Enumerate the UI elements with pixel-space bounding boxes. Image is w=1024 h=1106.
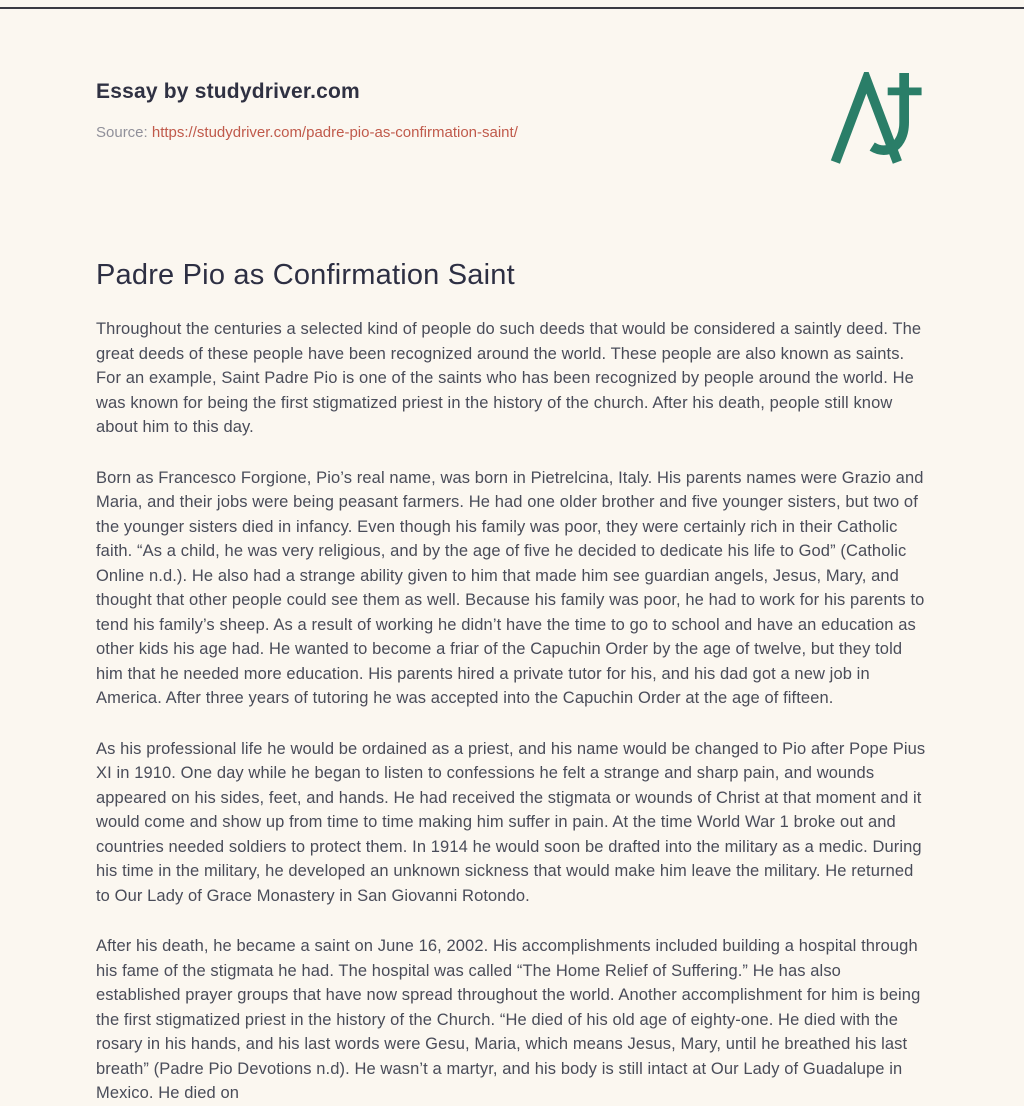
document-header xyxy=(96,0,928,141)
paragraph-1: Throughout the centuries a selected kind of people do such deeds that would be considered a saintly deed. The great deeds of these people have been recognized around the world. These people are also known as saints. For an example, Saint Padre Pio is one of the saints who has been recognized by people around the world. He was known for being the first stigmatized priest in the history of the church. After his death, people still know about him to this day. xyxy=(96,320,922,436)
studydriver-logo-icon xyxy=(829,72,927,164)
paragraph-2: Born as Francesco Forgione, Pio’s real name, was born in Pietrelcina, Italy. His parents names were Grazio and Maria, and their jobs were being peasant farmers. He had one older brother and five younger sisters, but two of the younger sisters died in infancy. Even though his family was poor, they were certainly rich in their Catholic faith. “As a child, he was very religious, and by the age of five he decided to dedicate his life to God” (Catholic Online n.d.). He also had a strange ability given to him that made him see guardian angels, Jesus, Mary, and thought that other people could see them as well. Because his family was poor, he had to work for his parents to tend his family’s sheep. As a result of working he didn’t have the time to go to school and have an education as other kids his age had. He wanted to become a friar of the Capuchin Order by the age of twelve, but they told him that he needed more education. His parents hired a private tutor for his, and his dad got a new job in America. After three years of tutoring he was accepted into the Capuchin Order at the age of fifteen. xyxy=(96,468,925,707)
page-title: Padre Pio as Confirmation Saint xyxy=(96,259,515,291)
paragraph-4: After his death, he became a saint on June 16, 2002. His accomplishments included building a hospital through his fame of the stigmata he had. The hospital was called “The Home Relief of Suffering.” He has also established prayer groups that have now spread throughout the world. Another accomplishment for him is being the first stigmatized priest in the history of the Church. “He died of his old age of eighty-one. He died with the rosary in his hands, and his last words were Gesu, Maria, which means Jesus, Mary, until he breathed his last breath” (Padre Pio Devotions n.d). He wasn’t a martyr, and his body is still intact at Our Lady of Guadalupe in Mexico. He died on xyxy=(96,937,921,1102)
article-body xyxy=(96,317,928,1106)
source-label: Source: xyxy=(96,124,148,141)
byline: Essay by studydriver.com xyxy=(96,80,360,103)
source-link[interactable]: https://studydriver.com/padre-pio-as-confirmation-saint/ xyxy=(151,124,518,141)
paragraph-3: As his professional life he would be ordained as a priest, and his name would be changed to Pio after Pope Pius XI in 1910. One day while he began to listen to confessions he felt a strange and sharp pain, and wounds appeared on his sides, feet, and hands. He had received the stigmata or wounds of Christ at that moment and it would come and show up from time to time making him suffer in pain. At the time World War 1 broke out and countries needed soldiers to protect them. In 1914 he would soon be drafted into the military as a medic. During his time in the military, he developed an unknown sickness that would make him leave the military. He returned to Our Lady of Grace Monastery in San Giovanni Rotondo. xyxy=(96,739,926,905)
source-line xyxy=(96,124,928,141)
